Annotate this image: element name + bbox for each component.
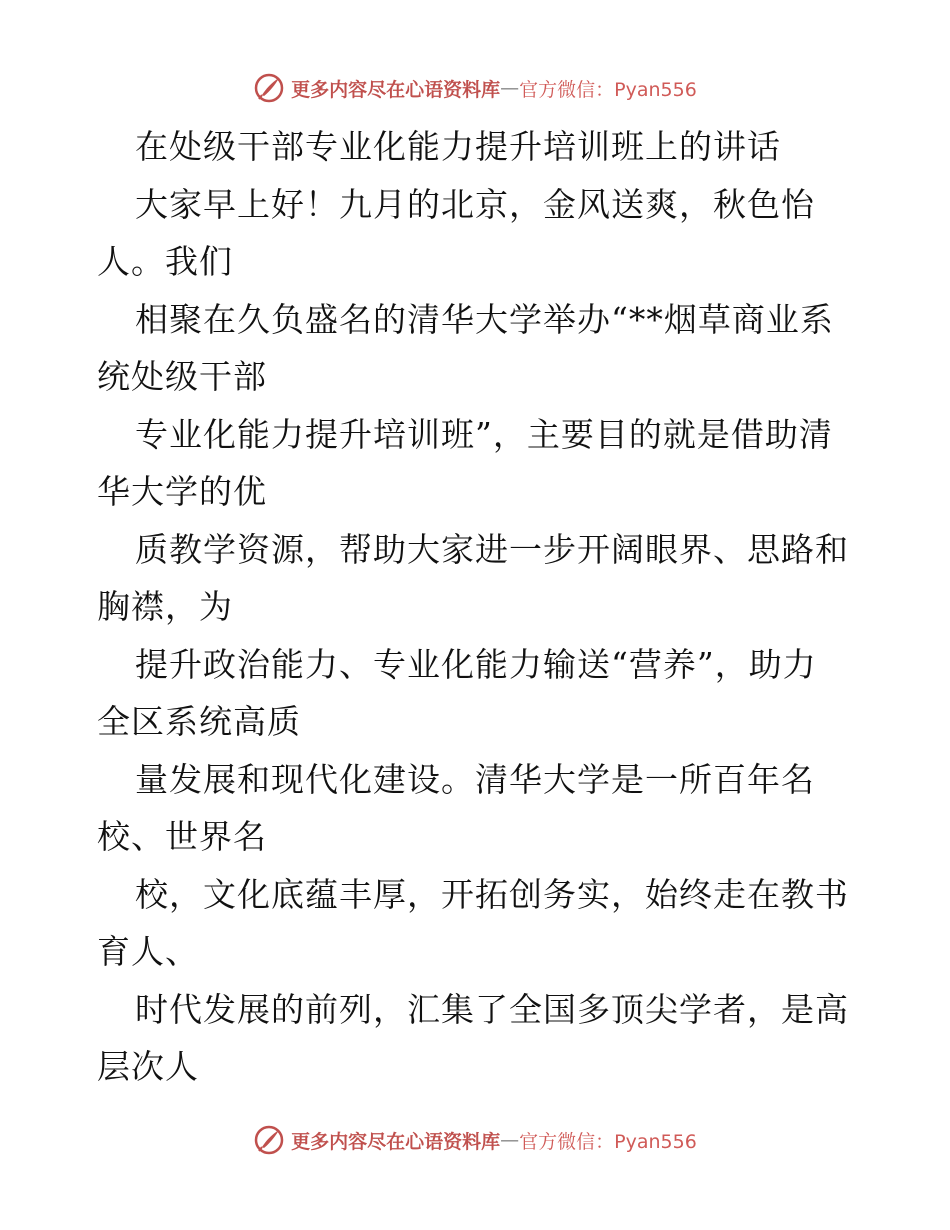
watermark-separator: —: [500, 1129, 520, 1151]
document-body: [97, 118, 857, 1096]
text-line: 胸襟，为: [97, 587, 233, 626]
text-line: 育人、: [97, 932, 199, 971]
text-line: 全区系统高质: [97, 702, 301, 741]
text-line: 层次人: [97, 1047, 199, 1086]
text-line: 人。我们: [97, 242, 233, 281]
watermark-main-text: 更多内容尽在心语资料库: [291, 78, 501, 101]
watermark-wechat-text: 官方微信：Pyan556: [519, 78, 697, 101]
text-line: 提升政治能力、专业化能力输送“营养”，助力: [135, 644, 817, 684]
text-line: 统处级干部: [97, 357, 267, 396]
text-line: 大家早上好！九月的北京，金风送爽，秋色怡: [135, 184, 815, 224]
text-line: 校，文化底蕴丰厚，开拓创务实，始终走在教书: [135, 874, 849, 914]
footer-watermark: [0, 1124, 950, 1156]
text-line: 相聚在久负盛名的清华大学举办“**烟草商业系: [135, 299, 834, 339]
text-line: 质教学资源，帮助大家进一步开阔眼界、思路和: [135, 529, 849, 569]
watermark-separator: —: [500, 77, 520, 99]
text-line: 时代发展的前列，汇集了全国多顶尖学者，是高: [135, 989, 849, 1029]
watermark-wechat-text: 官方微信：Pyan556: [519, 1130, 697, 1153]
text-line: 在处级干部专业化能力提升培训班上的讲话: [135, 127, 781, 166]
text-line: 校、世界名: [97, 817, 267, 856]
text-line: 专业化能力提升培训班”，主要目的就是借助清: [135, 414, 833, 454]
header-watermark: [0, 72, 950, 104]
quill-logo-icon: [253, 1124, 285, 1156]
watermark-main-text: 更多内容尽在心语资料库: [291, 1130, 501, 1153]
text-line: 量发展和现代化建设。清华大学是一所百年名: [135, 759, 815, 799]
text-line: 华大学的优: [97, 472, 267, 511]
quill-logo-icon: [253, 72, 285, 104]
